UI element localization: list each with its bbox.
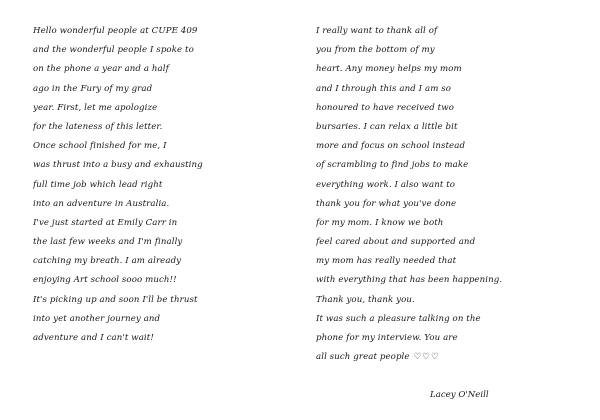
letter-line-text: feel cared about and supported and <box>316 237 476 248</box>
letter-line <box>33 252 288 271</box>
letter-line-text: into an adventure in Australia. <box>33 198 170 209</box>
letter-line <box>33 137 288 156</box>
letter-line <box>33 233 288 252</box>
letter-line <box>33 310 288 329</box>
letter-line <box>33 195 288 214</box>
letter-line-text: full time job which lead right <box>33 179 163 190</box>
letter-line <box>33 99 288 118</box>
letter-line <box>316 60 578 79</box>
letter-line <box>316 80 578 99</box>
signature: Lacey O'Neill <box>430 390 489 400</box>
letter-line-text: I've just started at Emily Carr in <box>33 217 178 228</box>
letter-line-text: enjoying Art school sooo much!! <box>33 275 177 286</box>
letter-line-text: all such great people <box>316 352 410 363</box>
letter-line <box>316 41 578 60</box>
letter-line-text: It's picking up and soon I'll be thrust <box>33 294 198 305</box>
letter-line-text: you from the bottom of my <box>316 45 435 56</box>
letter-line-text: honoured to have received two <box>316 102 454 113</box>
letter-line <box>33 41 288 60</box>
letter-line <box>316 271 578 290</box>
letter-line <box>33 176 288 195</box>
hearts-doodle: ♡♡♡ <box>413 352 440 363</box>
letter-line-text: for the lateness of this letter. <box>33 121 163 132</box>
letter-line-text: everything work. I also want to <box>316 179 456 190</box>
letter-line-text: year. First, let me apologize <box>33 102 158 113</box>
letter-line-text: on the phone a year and a half <box>33 64 169 75</box>
letter-line <box>316 137 578 156</box>
letter-line <box>33 214 288 233</box>
letter-line <box>316 156 578 175</box>
letter-line <box>33 118 288 137</box>
letter-line-text: catching my breath. I am already <box>33 256 182 267</box>
letter-line-text: and I through this and I am so <box>316 83 452 94</box>
letter-line-text: bursaries. I can relax a little bit <box>316 121 458 132</box>
letter-line <box>316 214 578 233</box>
letter-line <box>316 99 578 118</box>
letter-line-text: Hello wonderful people at CUPE 409 <box>33 26 198 36</box>
letter-line <box>33 60 288 79</box>
letter-line-text: with everything that has been happening. <box>316 275 503 286</box>
letter-line-text: heart. Any money helps my mom <box>316 64 462 75</box>
letter-line-text: the last few weeks and I'm finally <box>33 237 183 248</box>
letter-line-text: Once school finished for me, I <box>33 141 167 152</box>
letter-line-text: thank you for what you've done <box>316 198 457 209</box>
letter-line <box>316 195 578 214</box>
letter-line <box>33 291 288 310</box>
letter-line <box>316 233 578 252</box>
letter-line <box>316 176 578 195</box>
letter-line <box>316 348 578 367</box>
letter-line <box>316 329 578 348</box>
letter-line-text: into yet another journey and <box>33 313 161 324</box>
letter-line <box>33 156 288 175</box>
letter-line-text: and the wonderful people I spoke to <box>33 45 194 56</box>
letter-line-text: was thrust into a busy and exhausting <box>33 160 203 171</box>
letter-line-text: of scrambling to find jobs to make <box>316 160 469 171</box>
letter-line <box>316 291 578 310</box>
letter-line <box>33 329 288 348</box>
letter-line <box>33 80 288 99</box>
letter-line-text: phone for my interview. You are <box>316 333 458 343</box>
letter-line <box>316 118 578 137</box>
letter-line <box>316 22 578 41</box>
letter-line <box>316 310 578 329</box>
letter-line-text: my mom has really needed that <box>316 256 457 267</box>
letter-line-text: more and focus on school instead <box>316 141 466 152</box>
letter-line <box>316 252 578 271</box>
letter-left-column <box>33 22 288 348</box>
letter-line-text: ago in the Fury of my grad <box>33 83 153 94</box>
letter-line <box>33 271 288 290</box>
letter-line-text: It was such a pleasure talking on the <box>316 313 481 324</box>
letter-line-text: for my mom. I know we both <box>316 217 444 228</box>
letter-line-text: Thank you, thank you. <box>316 294 415 305</box>
letter-line-text: I really want to thank all of <box>316 26 438 36</box>
letter-line <box>33 22 288 41</box>
letter-right-column <box>316 22 578 367</box>
letter-line-text: adventure and I can't wait! <box>33 333 154 343</box>
